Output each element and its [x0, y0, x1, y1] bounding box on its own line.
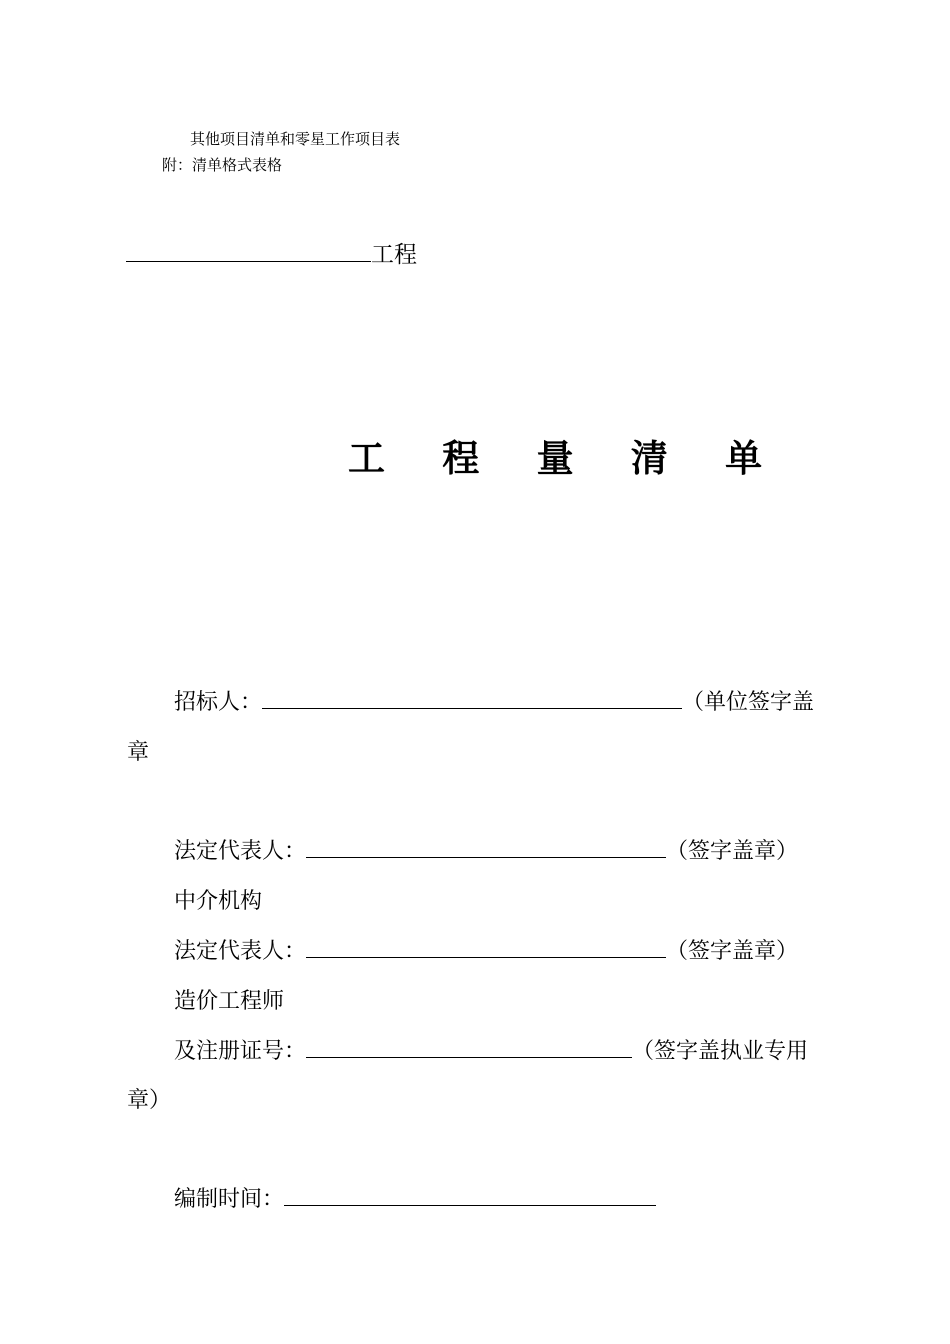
reg-no-row — [174, 1034, 808, 1065]
tenderer-blank[interactable] — [262, 686, 682, 709]
date-blank[interactable] — [284, 1183, 656, 1206]
reg-no-blank[interactable] — [306, 1035, 632, 1058]
project-suffix: 工程 — [371, 242, 417, 268]
header-line-1: 其他项目清单和零星工作项目表 — [190, 130, 401, 148]
tenderer-note-cont: 章 — [127, 740, 150, 765]
legal-rep-2-blank[interactable] — [306, 935, 666, 958]
legal-rep-2-label: 法定代表人： — [174, 939, 307, 964]
tenderer-label: 招标人： — [174, 690, 263, 715]
tenderer-row — [174, 685, 814, 716]
tenderer-note: （单位签字盖 — [682, 690, 815, 715]
project-name-blank[interactable] — [126, 237, 371, 262]
reg-no-note: （签字盖执业专用 — [632, 1039, 809, 1064]
date-row — [174, 1182, 656, 1213]
legal-rep-1-row — [174, 834, 798, 865]
header-line-2: 附：清单格式表格 — [162, 156, 283, 174]
legal-rep-1-blank[interactable] — [306, 835, 666, 858]
project-name-row — [126, 236, 417, 269]
reg-no-note-cont: 章） — [127, 1088, 172, 1113]
date-label: 编制时间： — [174, 1187, 285, 1212]
legal-rep-2-note: （签字盖章） — [666, 939, 799, 964]
agency-label: 中介机构 — [174, 889, 263, 914]
legal-rep-2-row — [174, 934, 798, 965]
document-title: 工 程 量 清 单 — [348, 436, 785, 480]
engineer-label: 造价工程师 — [174, 989, 285, 1014]
legal-rep-1-label: 法定代表人： — [174, 839, 307, 864]
legal-rep-1-note: （签字盖章） — [666, 839, 799, 864]
reg-no-label: 及注册证号： — [174, 1039, 307, 1064]
